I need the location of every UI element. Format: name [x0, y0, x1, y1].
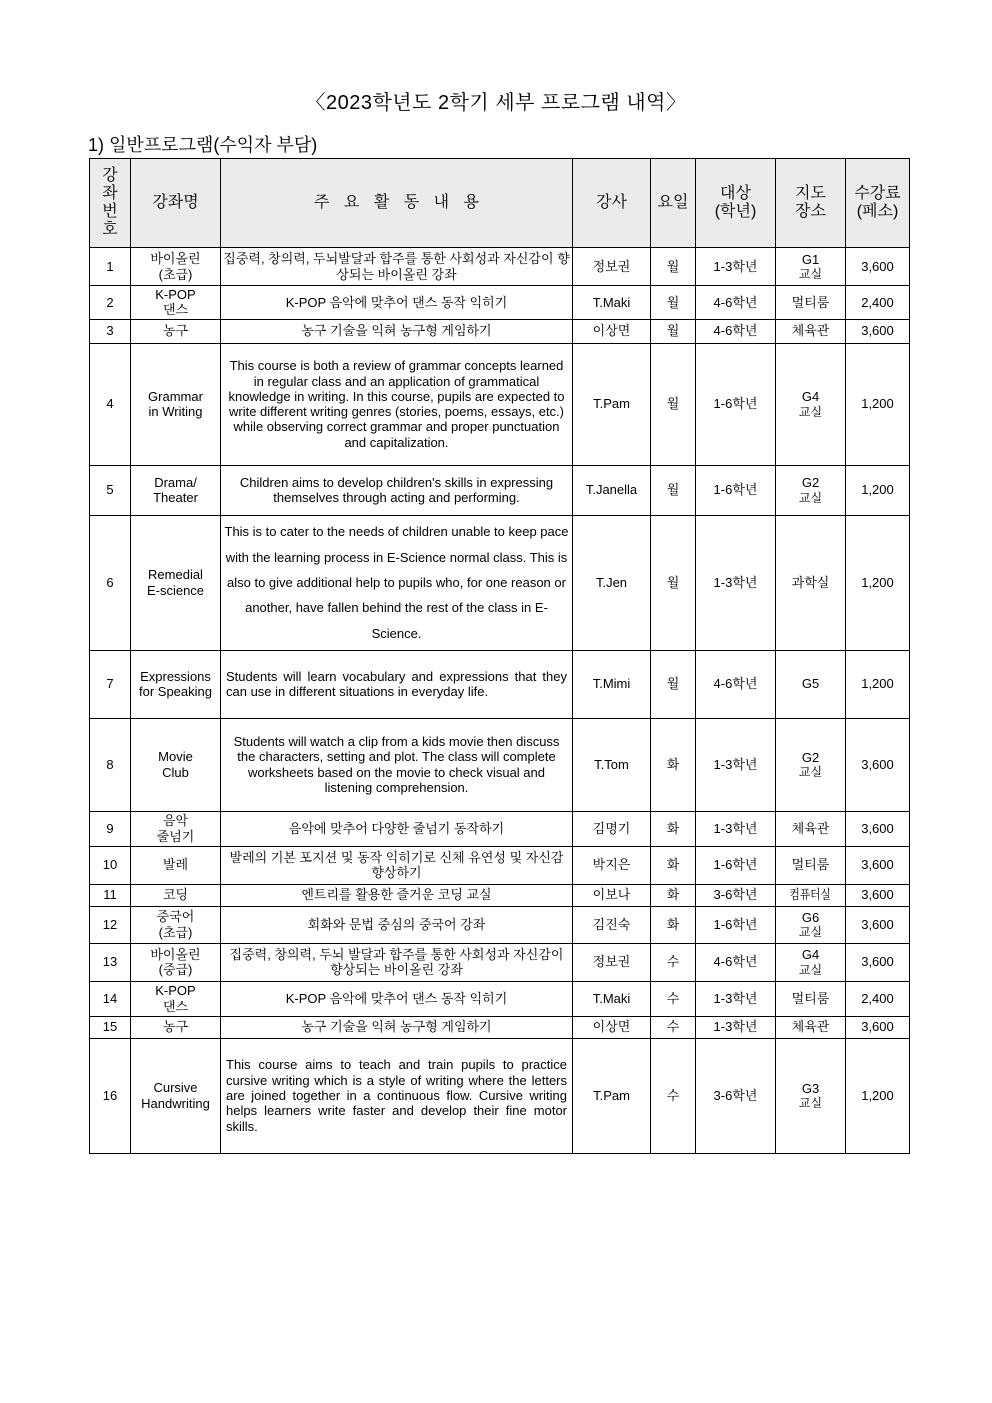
cell-target-grade: 1-3학년 [696, 981, 776, 1016]
cell-place [776, 981, 846, 1016]
cell-fee: 3,600 [846, 846, 910, 884]
cell-teacher: T.Maki [573, 981, 651, 1016]
cell-place [776, 884, 846, 906]
place-label: 체육관 [791, 820, 830, 836]
cell-target-grade: 4-6학년 [696, 943, 776, 981]
fee-header-line2: (페소) [856, 203, 899, 220]
cell-course-no: 6 [90, 515, 131, 650]
cell-day: 화 [651, 906, 696, 943]
cell-course-no: 7 [90, 650, 131, 718]
cell-target-grade: 4-6학년 [696, 286, 776, 320]
cell-description: K-POP 음악에 맞추어 댄스 동작 익히기 [221, 981, 573, 1016]
cell-day: 월 [651, 286, 696, 320]
cell-place [776, 943, 846, 981]
cell-fee: 2,400 [846, 981, 910, 1016]
cell-description: 집중력, 창의력, 두뇌발달과 합주를 통한 사회성과 자신감이 향상되는 바이올린 강좌 [221, 248, 573, 286]
fee-header-line1: 수강료 [854, 184, 901, 202]
cell-fee: 1,200 [846, 515, 910, 650]
table-row [90, 811, 910, 846]
cell-course-name: K-POP 댄스 [131, 286, 221, 320]
cell-target-grade: 1-6학년 [696, 465, 776, 515]
cell-fee: 3,600 [846, 884, 910, 906]
cell-description: This course aims to teach and train pupils to practice cursive writing which is a style of writing where the letters are joined together in a continuous flow. Cursive writing helps learners write faster and develop their fine motor skills. [221, 1038, 573, 1153]
cell-course-no: 16 [90, 1038, 131, 1153]
cell-teacher: 김진숙 [573, 906, 651, 943]
cell-fee: 3,600 [846, 906, 910, 943]
cell-description: 회화와 문법 중심의 중국어 강좌 [221, 906, 573, 943]
cell-day: 월 [651, 343, 696, 465]
cell-fee: 3,600 [846, 718, 910, 811]
cell-description: 발레의 기본 포지션 및 동작 익히기로 신체 유연성 및 자신감 향상하기 [221, 846, 573, 884]
table-row [90, 943, 910, 981]
cell-teacher: 김명기 [573, 811, 651, 846]
cell-teacher: T.Tom [573, 718, 651, 811]
cell-course-name: Cursive Handwriting [131, 1038, 221, 1153]
column-header-target [696, 159, 776, 248]
place-sublabel: 교실 [798, 490, 823, 505]
cell-day: 수 [651, 943, 696, 981]
cell-description: 농구 기술을 익혀 농구형 게임하기 [221, 319, 573, 343]
place-label: 멀티룸 [791, 294, 830, 310]
cell-fee: 1,200 [846, 465, 910, 515]
cell-teacher: 이상면 [573, 319, 651, 343]
table-row [90, 981, 910, 1016]
place-label: G6 [801, 909, 820, 925]
cell-course-name: 발레 [131, 846, 221, 884]
cell-day: 화 [651, 846, 696, 884]
cell-place [776, 515, 846, 650]
cell-description: Students will watch a clip from a kids movie then discuss the characters, setting and plot. The class will complete worksheets based on the movie to check visual and listening comprehension. [221, 718, 573, 811]
cell-fee: 2,400 [846, 286, 910, 320]
cell-course-name: 바이올린 (초급) [131, 248, 221, 286]
cell-course-name: 바이올린 (중급) [131, 943, 221, 981]
cell-target-grade: 1-3학년 [696, 718, 776, 811]
cell-description: 엔트리를 활용한 즐거운 코딩 교실 [221, 884, 573, 906]
column-header-description [221, 159, 573, 248]
place-label: G4 [801, 947, 820, 963]
cell-course-no: 9 [90, 811, 131, 846]
cell-description: This is to cater to the needs of children unable to keep pace with the learning process in E-Science normal class. This is also to give additional help to pupils who, for one reason or another, have fallen behind the rest of the class in E-Science. [221, 515, 573, 650]
column-header-teacher: 강사 [573, 159, 651, 248]
table-row [90, 248, 910, 286]
table-header-row [90, 159, 910, 248]
cell-place [776, 650, 846, 718]
cell-fee: 3,600 [846, 1016, 910, 1038]
place-label: G2 [801, 749, 820, 765]
cell-teacher: T.Maki [573, 286, 651, 320]
column-header-fee [846, 159, 910, 248]
cell-course-name: Grammar in Writing [131, 343, 221, 465]
table-row [90, 650, 910, 718]
course-no-char-4: 호 [102, 220, 118, 238]
cell-course-no: 10 [90, 846, 131, 884]
course-no-char-1: 강 [102, 167, 118, 185]
cell-day: 수 [651, 1038, 696, 1153]
cell-teacher: T.Pam [573, 1038, 651, 1153]
table-row [90, 718, 910, 811]
cell-target-grade: 1-3학년 [696, 811, 776, 846]
cell-target-grade: 1-6학년 [696, 343, 776, 465]
cell-target-grade: 1-6학년 [696, 906, 776, 943]
place-label: 체육관 [791, 1019, 830, 1035]
cell-day: 월 [651, 650, 696, 718]
cell-fee: 3,600 [846, 811, 910, 846]
cell-description: K-POP 음악에 맞추어 댄스 동작 익히기 [221, 286, 573, 320]
cell-fee: 3,600 [846, 319, 910, 343]
cell-target-grade: 3-6학년 [696, 884, 776, 906]
cell-day: 수 [651, 981, 696, 1016]
description-header-label: 주 요 활 동 내 용 [314, 193, 484, 211]
cell-target-grade: 1-6학년 [696, 846, 776, 884]
place-sublabel: 교실 [798, 267, 823, 282]
cell-day: 수 [651, 1016, 696, 1038]
cell-target-grade: 1-3학년 [696, 1016, 776, 1038]
cell-course-no: 4 [90, 343, 131, 465]
cell-fee: 3,600 [846, 248, 910, 286]
cell-course-name: 중국어 (초급) [131, 906, 221, 943]
column-header-course-name: 강좌명 [131, 159, 221, 248]
cell-course-name: Remedial E-science [131, 515, 221, 650]
cell-day: 화 [651, 884, 696, 906]
cell-course-name: 음악 줄넘기 [131, 811, 221, 846]
page-title: 〈2023학년도 2학기 세부 프로그램 내역〉 [305, 92, 687, 114]
cell-place [776, 248, 846, 286]
table-row [90, 465, 910, 515]
section-heading: 1) 일반프로그램(수익자 부담) [88, 135, 318, 155]
cell-fee: 1,200 [846, 1038, 910, 1153]
cell-day: 월 [651, 248, 696, 286]
cell-teacher: T.Mimi [573, 650, 651, 718]
table-row [90, 1016, 910, 1038]
cell-course-name: Movie Club [131, 718, 221, 811]
cell-fee: 1,200 [846, 343, 910, 465]
place-label: 체육관 [791, 323, 830, 339]
place-label: 멀티룸 [791, 990, 830, 1006]
cell-target-grade: 1-3학년 [696, 248, 776, 286]
cell-teacher: 정보권 [573, 248, 651, 286]
target-header-line2: (학년) [714, 203, 757, 220]
table-row [90, 515, 910, 650]
place-sublabel: 교실 [798, 404, 823, 419]
course-no-char-2: 좌 [102, 185, 118, 203]
cell-description: This course is both a review of grammar concepts learned in regular class and an application of grammatical knowledge in writing. In this course, pupils are expected to write different writing genres (stories, poems, essays, etc.) while observing correct grammar and proper punctuation and capitalization. [221, 343, 573, 465]
cell-place [776, 718, 846, 811]
place-label: 컴퓨터실 [789, 887, 832, 903]
cell-description: 음악에 맞추어 다양한 줄넘기 동작하기 [221, 811, 573, 846]
cell-course-no: 14 [90, 981, 131, 1016]
cell-course-no: 11 [90, 884, 131, 906]
cell-course-no: 3 [90, 319, 131, 343]
column-header-place [776, 159, 846, 248]
cell-course-name: 농구 [131, 1016, 221, 1038]
place-sublabel: 교실 [798, 962, 823, 977]
cell-day: 화 [651, 811, 696, 846]
cell-course-name: K-POP 댄스 [131, 981, 221, 1016]
cell-course-name: 코딩 [131, 884, 221, 906]
place-label: 멀티룸 [791, 857, 830, 873]
cell-teacher: T.Pam [573, 343, 651, 465]
place-sublabel: 교실 [798, 1096, 823, 1111]
cell-target-grade: 3-6학년 [696, 1038, 776, 1153]
table-row [90, 846, 910, 884]
place-sublabel: 교실 [798, 765, 823, 780]
table-body [90, 248, 910, 1154]
cell-teacher: 이상면 [573, 1016, 651, 1038]
cell-target-grade: 4-6학년 [696, 319, 776, 343]
cell-teacher: 박지은 [573, 846, 651, 884]
program-table [89, 158, 910, 1154]
place-label: G2 [801, 475, 820, 491]
cell-description: 농구 기술을 익혀 농구형 게임하기 [221, 1016, 573, 1038]
place-label: 과학실 [791, 574, 830, 590]
place-header-line1: 지도 [795, 184, 826, 202]
cell-target-grade: 4-6학년 [696, 650, 776, 718]
cell-place [776, 811, 846, 846]
cell-course-no: 13 [90, 943, 131, 981]
place-header-line2: 장소 [795, 203, 826, 220]
cell-teacher: 정보권 [573, 943, 651, 981]
cell-course-name: Drama/ Theater [131, 465, 221, 515]
place-label: G3 [801, 1080, 820, 1096]
cell-teacher: 이보나 [573, 884, 651, 906]
target-header-line1: 대상 [720, 184, 751, 202]
cell-course-no: 12 [90, 906, 131, 943]
cell-day: 월 [651, 515, 696, 650]
table-row [90, 286, 910, 320]
table-row [90, 884, 910, 906]
cell-course-name: Expressions for Speaking [131, 650, 221, 718]
cell-place [776, 343, 846, 465]
place-label: G5 [801, 676, 820, 692]
course-no-char-3: 번 [102, 203, 118, 220]
cell-place [776, 286, 846, 320]
table-row [90, 343, 910, 465]
cell-description: Students will learn vocabulary and expressions that they can use in different situations in everyday life. [221, 650, 573, 718]
cell-place [776, 1038, 846, 1153]
cell-course-name: 농구 [131, 319, 221, 343]
table-row [90, 1038, 910, 1153]
cell-course-no: 5 [90, 465, 131, 515]
cell-place [776, 1016, 846, 1038]
cell-day: 월 [651, 319, 696, 343]
column-header-day: 요일 [651, 159, 696, 248]
cell-target-grade: 1-3학년 [696, 515, 776, 650]
cell-teacher: T.Jen [573, 515, 651, 650]
cell-place [776, 319, 846, 343]
cell-course-no: 1 [90, 248, 131, 286]
cell-course-no: 15 [90, 1016, 131, 1038]
cell-course-no: 2 [90, 286, 131, 320]
cell-description: Children aims to develop children's skills in expressing themselves through acting and performing. [221, 465, 573, 515]
cell-fee: 3,600 [846, 943, 910, 981]
column-header-course-no [90, 159, 131, 248]
place-label: G1 [801, 251, 820, 267]
cell-fee: 1,200 [846, 650, 910, 718]
cell-day: 화 [651, 718, 696, 811]
cell-place [776, 846, 846, 884]
cell-day: 월 [651, 465, 696, 515]
table-row [90, 906, 910, 943]
place-sublabel: 교실 [798, 925, 823, 940]
cell-place [776, 465, 846, 515]
cell-description: 집중력, 창의력, 두뇌 발달과 합주를 통한 사회성과 자신감이 향상되는 바이올린 강좌 [221, 943, 573, 981]
cell-course-no: 8 [90, 718, 131, 811]
cell-place [776, 906, 846, 943]
table-row [90, 319, 910, 343]
cell-teacher: T.Janella [573, 465, 651, 515]
place-label: G4 [801, 389, 820, 405]
